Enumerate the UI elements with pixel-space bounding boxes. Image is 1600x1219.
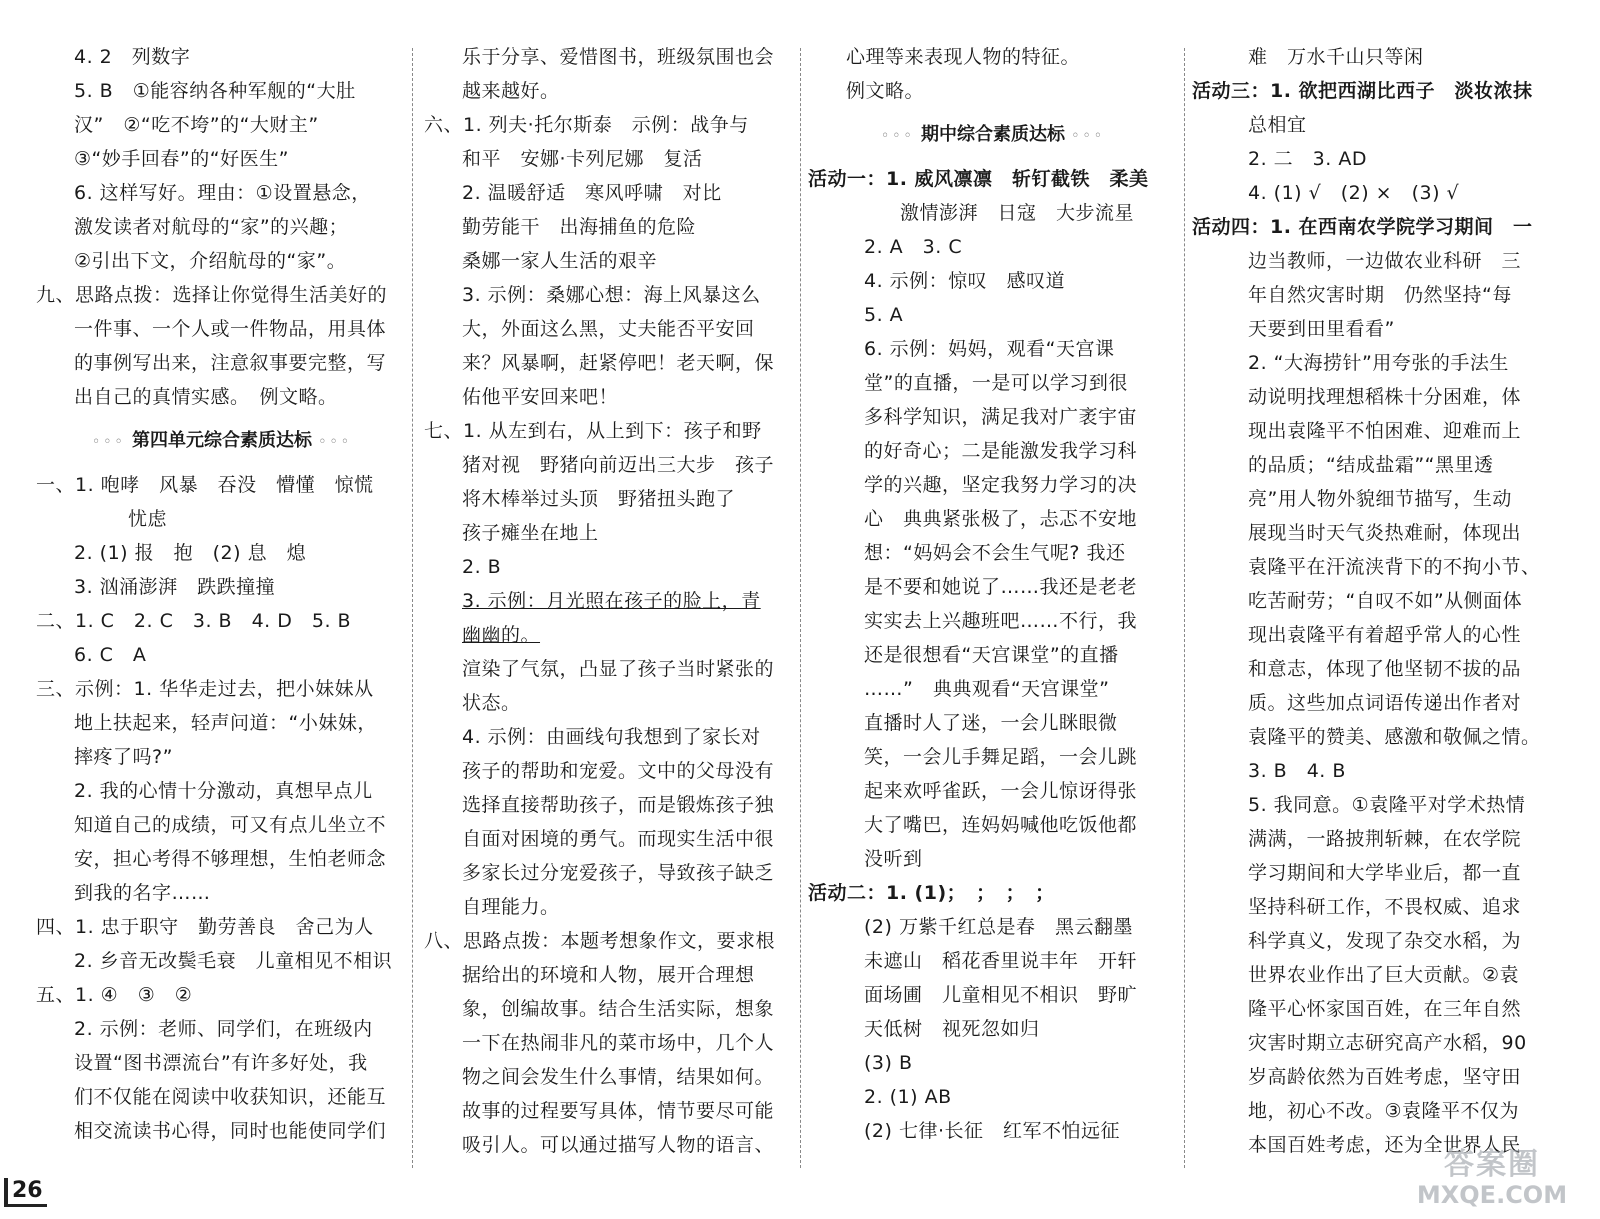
text-line: 一下在热闹非凡的菜市场中，几个人 [462,1032,775,1054]
text-line: 和意志，体现了他坚韧不拔的品 [1248,658,1522,680]
text-line: 没听到 [864,848,923,870]
text-line: 选择直接帮助孩子，而是锻炼孩子独 [462,794,775,816]
text-line: 大，外面这么黑，丈夫能否平安回 [462,318,755,340]
watermark [1392,1147,1592,1210]
text-line: 自理能力。 [462,896,560,918]
text-line: 们不仅能在阅读中收获知识，还能互 [74,1086,387,1108]
text-line: 活动四：1. 在西南农学院学习期间 一 [1192,216,1533,238]
text-line: 的好奇心；二是能激发我学习科 [864,440,1138,462]
text-line: 一件事、一个人或一件物品，用具体 [74,318,387,340]
text-line: 笑，一会儿手舞足蹈，一会儿跳 [864,746,1138,768]
text-line: 3. 示例：月光照在孩子的脸上，青 [462,590,761,612]
text-line: 相交流读书心得，同时也能使同学们 [74,1120,387,1142]
text-line: 总相宜 [1248,114,1307,136]
text-line: 6. 示例：妈妈，观看“天宫课 [864,338,1115,360]
text-line: ……” 典典观看“天宫课堂” [864,678,1110,700]
section-heading: ◦◦◦ 期中综合素质达标 ◦◦◦ [880,124,1106,145]
text-line: 学习期间和大学毕业后，都一直 [1248,862,1522,884]
text-line: 设置“图书漂流台”有许多好处，我 [74,1052,368,1074]
text-line: 五、1. ④ ③ ② [36,984,193,1006]
text-line: 动说明找理想稻株十分困难，体 [1248,386,1522,408]
text-line: 摔疼了吗?” [74,746,173,768]
watermark-logo: 答案圈 [1444,1147,1540,1182]
text-line: 桑娜一家人生活的艰辛 [462,250,658,272]
text-line: (2) 万紫千红总是春 黑云翻墨 [864,916,1133,938]
text-line: 本国百姓考虑，还为全世界人民 [1248,1134,1522,1156]
text-line: (3) B [864,1052,913,1074]
text-line: 心理等来表现人物的特征。 [846,46,1081,68]
text-line: 质。这些加点词语传递出作者对 [1248,692,1522,714]
text-line: 故事的过程要写具体，情节要尽可能 [462,1100,775,1122]
text-line: (2) 七律·长征 红军不怕远征 [864,1120,1120,1142]
text-line: 的品质；“结成盐霜”“黑里透 [1248,454,1494,476]
text-line: 物之间会发生什么事情，结果如何。 [462,1066,775,1088]
text-line: 科学真义，发现了杂交水稻，为 [1248,930,1522,952]
text-line: 四、1. 忠于职守 勤劳善良 舍己为人 [36,916,374,938]
text-line: 八、思路点拨：本题考想象作文，要求根 [424,930,776,952]
text-line: 展现当时天气炎热难耐，体现出 [1248,522,1522,544]
text-line: 隆平心怀家国百姓，在三年自然 [1248,998,1522,1020]
text-line: 乐于分享、爱惜图书，班级氛围也会 [462,46,775,68]
text-line: 4. 示例：由画线句我想到了家长对 [462,726,761,748]
text-line: 2. “大海捞针”用夸张的手法生 [1248,352,1509,374]
text-line: 活动一：1. 威风凛凛 斩钉截铁 柔美 [808,168,1149,190]
text-line: 2. 二 3. AD [1248,148,1367,170]
text-line: 吸引人。可以通过描写人物的语言、 [462,1134,775,1156]
text-line: 知道自己的成绩，可又有点儿坐立不 [74,814,387,836]
text-line: 渲染了气氛，凸显了孩子当时紧张的 [462,658,775,680]
text-line: 想：“妈妈会不会生气呢? 我还 [864,542,1126,564]
text-line: 七、1. 从左到右，从上到下：孩子和野 [424,420,762,442]
text-line: 地，初心不改。③袁隆平不仅为 [1248,1100,1520,1122]
text-line: 堂”的直播，一是可以学习到很 [864,372,1128,394]
text-line: 越来越好。 [462,80,560,102]
text-line: 自面对困境的勇气。而现实生活中很 [462,828,775,850]
text-line: 幽幽的。 [462,624,541,646]
text-line: 2. 温暖舒适 寒风呼啸 对比 [462,182,722,204]
text-line: 到我的名字…… [74,882,211,904]
text-line: 激发读者对航母的“家”的兴趣； [74,216,349,238]
text-line: 一、1. 咆哮 风暴 吞没 懵懂 惊慌 [36,474,374,496]
watermark-url: MXQE.COM [1416,1181,1568,1209]
text-line: 安，担心考得不够理想，生怕老师念 [74,848,387,870]
text-line: 年自然灾害时期 仍然坚持“每 [1248,284,1512,306]
text-line: 6. 这样写好。理由：①设置悬念， [74,182,371,204]
text-line: 2. 乡音无改鬓毛衰 儿童相见不相识 [74,950,393,972]
text-line: 将木棒举过头顶 野猪扭头跑了 [462,488,736,510]
text-line: 吃苦耐劳；“自叹不如”从侧面体 [1248,590,1523,612]
text-line: 多家长过分宠爱孩子，导致孩子缺乏 [462,862,775,884]
text-line: 孩子瘫坐在地上 [462,522,599,544]
text-line: 面场圃 儿童相见不相识 野旷 [864,984,1138,1006]
text-line: 3. 示例：桑娜心想：海上风暴这么 [462,284,761,306]
text-line: 还是很想看“天宫课堂”的直播 [864,644,1119,666]
text-line: 三、示例：1. 华华走过去，把小妹妹从 [36,678,374,700]
text-line: 的事例写出来，注意叙事要完整，写 [74,352,387,374]
column-4 [1192,40,1564,1162]
text-line: 现出袁隆平不怕困难、迎难而上 [1248,420,1522,442]
text-line: 5. 我同意。①袁隆平对学术热情 [1248,794,1526,816]
text-line: 据给出的环境和人物，展开合理想 [462,964,755,986]
column-3 [808,40,1178,1148]
text-line: 2. (1) AB [864,1086,952,1108]
text-line: 袁隆平的赞美、感激和敬佩之情。 [1248,726,1541,748]
text-line: 地上扶起来，轻声问道：“小妹妹， [74,712,377,734]
text-line: 坚持科研工作，不畏权威、追求 [1248,896,1522,918]
text-line: 满满，一路披荆斩棘，在农学院 [1248,828,1522,850]
text-line: 6. C A [74,644,147,666]
column-divider [412,48,413,1168]
text-line: 六、1. 列夫·托尔斯泰 示例：战争与 [424,114,749,136]
text-line: 实实去上兴趣班吧……不行，我 [864,610,1138,632]
text-line: 3. 汹涌澎湃 跌跌撞撞 [74,576,276,598]
text-line: 活动三：1. 欲把西湖比西子 淡妆浓抹 [1192,80,1533,102]
text-line: 4. (1) √ (2) × (3) √ [1248,182,1460,204]
text-line: 5. A [864,304,904,326]
text-line: 2. (1) 报 抱 (2) 息 熄 [74,542,307,564]
text-line: 是不要和她说了……我还是老老 [864,576,1138,598]
text-line: 猪对视 野猪向前迈出三大步 孩子 [462,454,775,476]
text-line: 学的兴趣，坚定我努力学习的决 [864,474,1138,496]
text-line: 边当教师，一边做农业科研 三 [1248,250,1522,272]
text-line: 天要到田里看看” [1248,318,1395,340]
text-line: 未遮山 稻花香里说丰年 开轩 [864,950,1138,972]
text-line: 勤劳能干 出海捕鱼的危险 [462,216,697,238]
text-line: 2. 示例：老师、同学们，在班级内 [74,1018,373,1040]
text-line: 直播时人了迷，一会儿眯眼微 [864,712,1118,734]
text-line: 激情澎湃 日寇 大步流星 [900,202,1135,224]
text-line: 2. A 3. C [864,236,963,258]
text-line: 例文略。 [846,80,925,102]
text-line: ③“妙手回春”的“好医生” [74,148,289,170]
text-line: 大了嘴巴，连妈妈喊他吃饭他都 [864,814,1138,836]
column-1 [36,40,408,1148]
column-divider [1184,48,1185,1168]
text-line: 九、思路点拨：选择让你觉得生活美好的 [36,284,388,306]
text-line: 3. B 4. B [1248,760,1346,782]
text-line: 灾害时期立志研究高产水稻，90 [1248,1032,1527,1054]
text-line: 起来欢呼雀跃，一会儿惊讶得张 [864,780,1138,802]
text-line: 难 万水千山只等闲 [1248,46,1424,68]
page-number: 26 [4,1178,47,1207]
text-line: 2. 我的心情十分激动，真想早点儿 [74,780,373,802]
text-line: 孩子的帮助和宠爱。文中的父母没有 [462,760,775,782]
text-line: 现出袁隆平有着超乎常人的心性 [1248,624,1522,646]
text-line: 2. B [462,556,502,578]
text-line: 心 典典紧张极了，忐忑不安地 [864,508,1138,530]
text-line: 5. B ①能容纳各种军舰的“大肚 [74,80,356,102]
text-line: 岁高龄依然为百姓考虑，坚守田 [1248,1066,1522,1088]
text-line: 4. 2 列数字 [74,46,191,68]
text-line: 汉” ②“吃不垮”的“大财主” [74,114,319,136]
text-line: 和平 安娜·卡列尼娜 复活 [462,148,703,170]
text-line: 状态。 [462,692,521,714]
text-line: 象，创编故事。结合生活实际，想象 [462,998,775,1020]
column-2 [424,40,794,1162]
text-line: 4. 示例：惊叹 感叹道 [864,270,1066,292]
text-line: ②引出下文，介绍航母的“家”。 [74,250,347,272]
text-line: 世界农业作出了巨大贡献。②袁 [1248,964,1520,986]
text-line: 忧虑 [128,508,168,530]
text-line: 亮”用人物外貌细节描写，生动 [1248,488,1512,510]
section-heading: ◦◦◦ 第四单元综合素质达标 ◦◦◦ [91,430,353,451]
text-line: 多科学知识，满足我对广袤宇宙 [864,406,1138,428]
text-line: 佑他平安回来吧！ [462,386,619,408]
text-line: 来？风暴啊，赶紧停吧！老天啊，保 [462,352,775,374]
text-line: 袁隆平在汗流浃背下的不拘小节、 [1248,556,1541,578]
column-divider [800,48,801,1168]
text-line: 天低树 视死忽如归 [864,1018,1040,1040]
text-line: 出自己的真情实感。 例文略。 [74,386,338,408]
text-line: 活动二：1. (1)； ； ； ； [808,882,1055,904]
text-line: 二、1. C 2. C 3. B 4. D 5. B [36,610,352,632]
